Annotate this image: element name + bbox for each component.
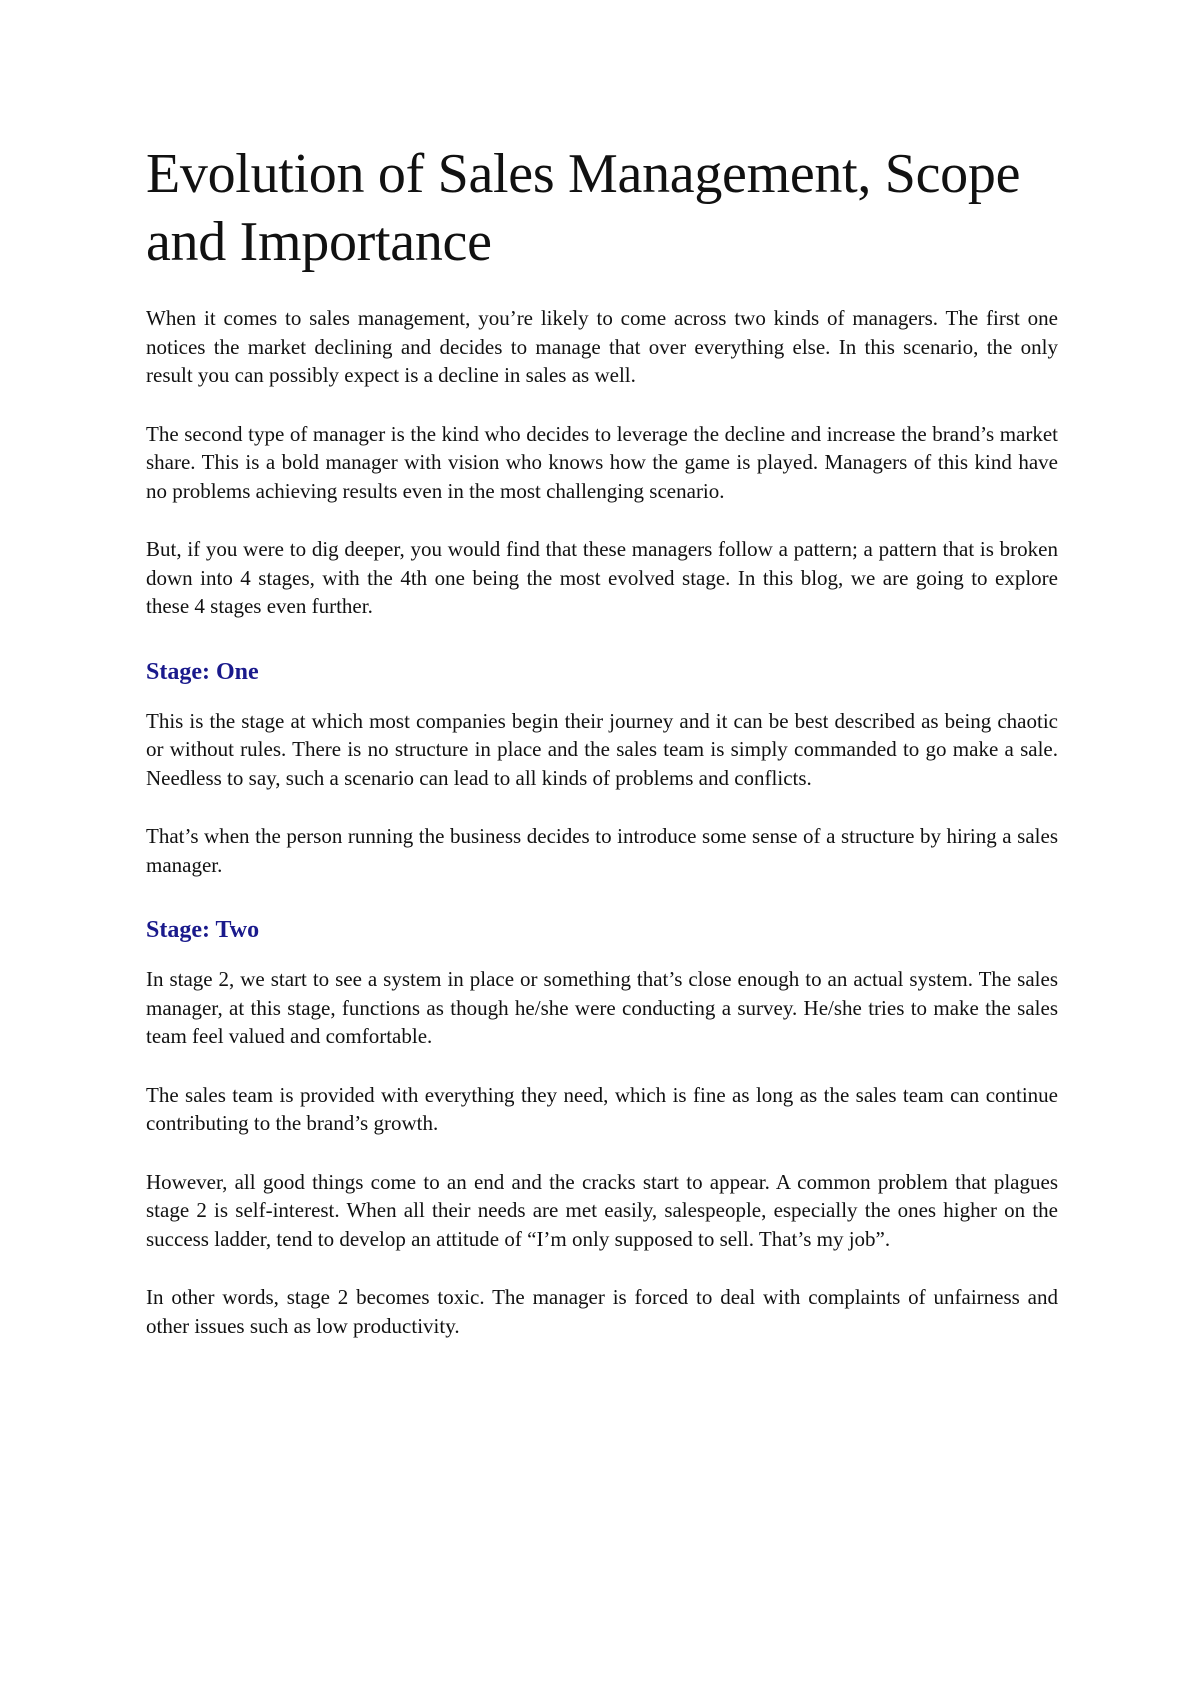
document-title: Evolution of Sales Management, Scope and Importance [146,143,1021,273]
document-page [146,140,1058,1370]
intro-paragraph: When it comes to sales management, you’re likely to come across two kinds of managers. The first one notices the market declining and decides to manage that over everything else. In this scenario, the only result you can possibly expect is a decline in sales as well. [146,306,1058,387]
section-heading-stage-two: Stage: Two [146,917,260,943]
section-paragraph: The sales team is provided with everything they need, which is fine as long as the sales team can continue contributing to the brand’s growth. [146,1082,1058,1135]
intro-paragraph: But, if you were to dig deeper, you would find that these managers follow a pattern; a pattern that is broken down into 4 stages, with the 4th one being the most evolved stage. In this blog, we are going to explore these 4 stages even further. [146,537,1058,618]
section-paragraph: In stage 2, we start to see a system in place or something that’s close enough to an actual system. The sales manager, at this stage, functions as though he/she were conducting a survey. He/she tries to make the sales team feel valued and comfortable. [146,967,1058,1048]
section-paragraph: However, all good things come to an end and the cracks start to appear. A common problem that plagues stage 2 is self-interest. When all their needs are met easily, salespeople, especially the ones higher on the success ladder, tend to develop an attitude of “I’m only supposed to sell. That’s my job”. [146,1169,1058,1251]
intro-paragraph: The second type of manager is the kind who decides to leverage the decline and increase the brand’s market share. This is a bold manager with vision who knows how the game is played. Managers of this kind have no problems achieving results even in the most challenging scenario. [146,421,1058,503]
section-paragraph: This is the stage at which most companies begin their journey and it can be best described as being chaotic or without rules. There is no structure in place and the sales team is simply commanded to go make a sale. Needless to say, such a scenario can lead to all kinds of problems and conflicts. [146,708,1058,790]
section-paragraph: In other words, stage 2 becomes toxic. The manager is forced to deal with complaints of unfairness and other issues such as low productivity. [146,1285,1058,1338]
section-heading-stage-one: Stage: One [146,658,259,685]
section-paragraph: That’s when the person running the business decides to introduce some sense of a structure by hiring a sales manager. [146,824,1058,877]
